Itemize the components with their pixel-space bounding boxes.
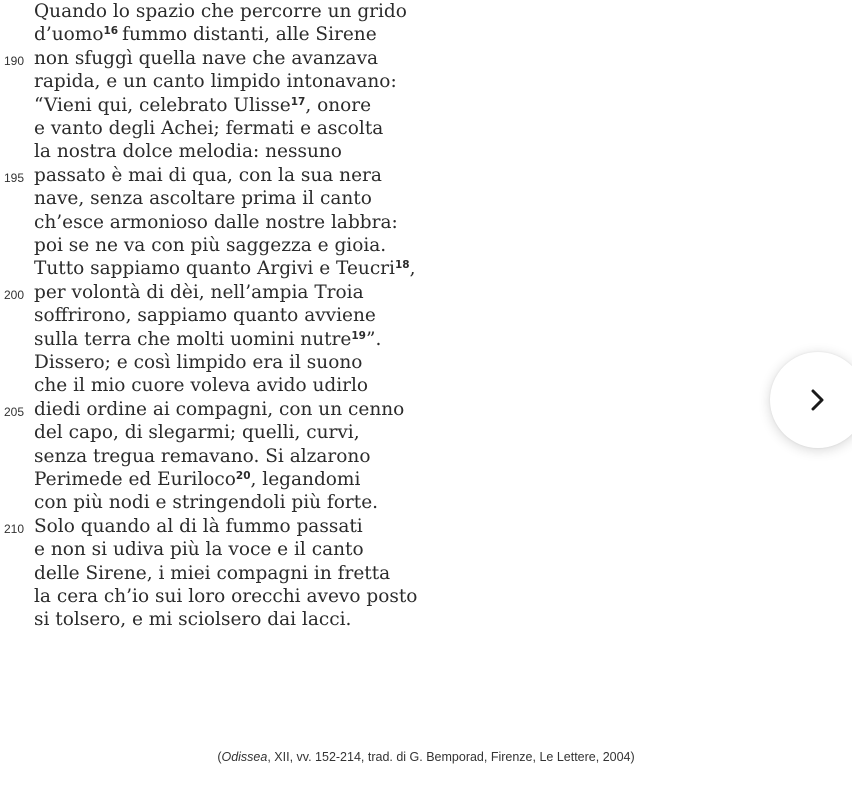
verse-line: [34, 211, 398, 234]
citation-work-title: Odissea: [221, 750, 268, 764]
verse-text: non sfuggì quella nave che avanzava: [34, 47, 379, 69]
citation-details: , XII, vv. 152-214, trad. di G. Bemporad, Firenze, Le Lettere, 2004): [267, 750, 635, 764]
verse-line: [34, 234, 386, 257]
verse-text-continued: ”.: [365, 328, 382, 350]
verse-line: [34, 304, 376, 327]
verse-text-continued: , legandomi: [250, 469, 361, 490]
verse-text: e vanto degli Achei; fermati e ascolta: [34, 118, 384, 139]
verse-text: Tutto sappiamo quanto Argivi e Teucri: [34, 258, 395, 280]
verse-text: la nostra dolce melodia: nessuno: [34, 141, 342, 163]
verse-text: nave, senza ascoltare prima il canto: [34, 188, 372, 210]
verse-text: d’uomo: [34, 24, 104, 46]
verse-line: [34, 445, 370, 468]
verse-text: Quando lo spazio che percorre un grido: [34, 1, 407, 22]
verse-text: Solo quando al di là fummo passati: [34, 515, 363, 537]
verse-line: [34, 47, 378, 70]
verse-line: [34, 491, 378, 514]
footnote-marker[interactable]: 20: [235, 470, 251, 482]
verse-text-continued: ,: [409, 258, 416, 280]
line-number: 205: [4, 404, 25, 419]
verse-line: [34, 187, 372, 210]
verse-line: [34, 374, 368, 397]
verse-text: si tolsero, e mi sciolsero dai lacci.: [34, 609, 352, 631]
verse-text: rapida, e un canto limpido intonavano:: [34, 71, 397, 93]
verse-text: Perimede ed Euriloco: [34, 469, 236, 490]
line-number: 195: [4, 170, 25, 185]
line-number: 210: [4, 521, 25, 536]
footnote-marker[interactable]: 19: [351, 329, 366, 342]
verse-text: soffrirono, sappiamo quanto avviene: [34, 305, 376, 327]
verse-line: [34, 94, 371, 117]
verse-text: Dissero; e così limpido era il suono: [34, 352, 363, 373]
verse-text: la cera ch’io sui loro orecchi avevo posto: [34, 586, 418, 607]
verse-text: sulla terra che molti uomini nutre: [34, 328, 352, 350]
verse-text: del capo, di slegarmi; quelli, curvi,: [34, 422, 360, 444]
verse-line: [34, 468, 360, 491]
verse-line: [34, 562, 390, 585]
verse-line: [34, 164, 382, 187]
verse-text-continued: fummo distanti, alle Sirene: [122, 24, 377, 46]
verse-line: [34, 515, 363, 538]
citation: [0, 750, 852, 764]
verse-text: ch’esce armonioso dalle nostre labbra:: [34, 211, 398, 233]
footnote-marker[interactable]: 16: [103, 25, 119, 38]
verse-text: per volontà di dèi, nell’ampia Troia: [34, 281, 364, 303]
verse-text: senza tregua remavano. Si alzarono: [34, 445, 371, 467]
verse-line: [34, 328, 381, 351]
line-number: 200: [4, 287, 25, 302]
verse-line: [34, 0, 407, 23]
verse-line: [34, 538, 364, 561]
verse-line: [34, 398, 404, 421]
verse-line: [34, 421, 360, 444]
citation-open: (: [217, 750, 222, 764]
verse-line: [34, 117, 383, 140]
verse-text: delle Sirene, i miei compagni in fretta: [34, 562, 391, 584]
verse-line: [34, 70, 397, 93]
verse-line: [34, 351, 362, 374]
chevron-right-icon: [809, 389, 827, 411]
verse-line: [34, 23, 377, 46]
verse-text: diedi ordine ai compagni, con un cenno: [34, 398, 405, 420]
verse-text: poi se ne va con più saggezza e gioia.: [34, 235, 387, 256]
verse-text: e non si udiva più la voce e il canto: [34, 539, 364, 561]
line-number: 190: [4, 53, 25, 68]
verse-text: passato è mai di qua, con la sua nera: [34, 164, 382, 186]
verse-line: [34, 608, 351, 631]
verse-text-continued: , onore: [305, 94, 372, 116]
verse-text: con più nodi e stringendoli più forte.: [34, 492, 379, 514]
footnote-marker[interactable]: 18: [394, 259, 410, 272]
footnote-marker[interactable]: 17: [290, 95, 306, 108]
verse-line: [34, 281, 364, 304]
verse-line: [34, 140, 342, 163]
next-page-button[interactable]: [770, 352, 852, 448]
verse-line: [34, 257, 415, 280]
verse-line: [34, 585, 417, 608]
verse-text: che il mio cuore voleva avido udirlo: [34, 375, 369, 397]
verse-text: “Vieni qui, celebrato Ulisse: [34, 94, 291, 116]
